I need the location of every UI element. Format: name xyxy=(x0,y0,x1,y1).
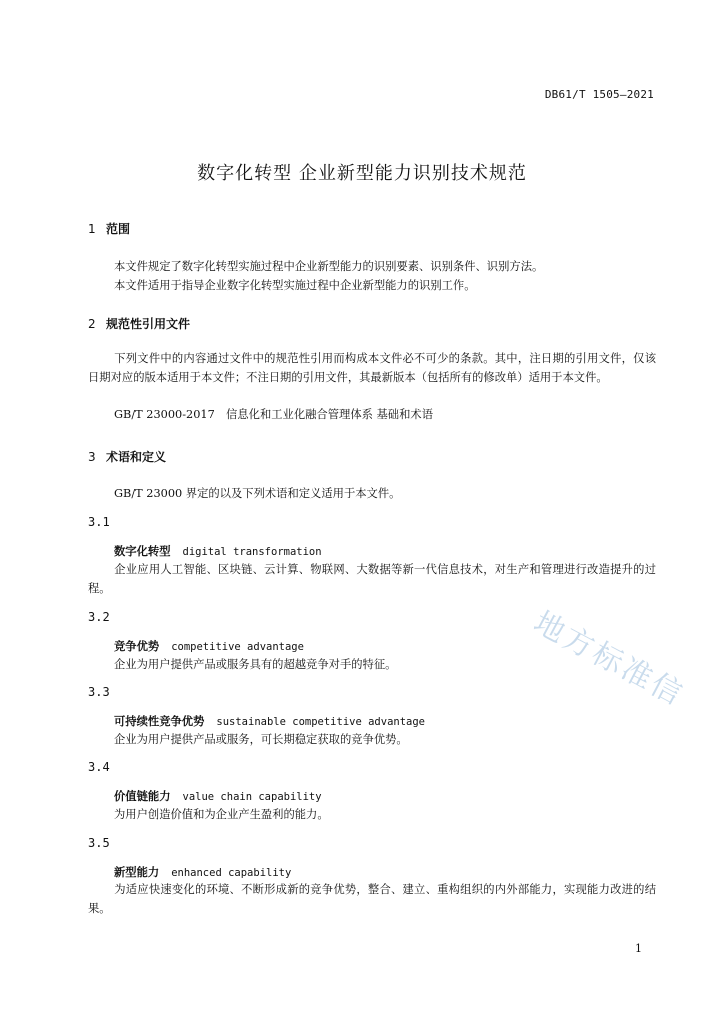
watermark: 地方标准信 xyxy=(527,605,690,714)
term-number: 3.2 xyxy=(88,610,110,624)
definition-text: 企业应用人工智能、区块链、云计算、物联网、大数据等新一代信息技术，对生产和管理进行改造提升的过程。 xyxy=(88,563,656,595)
term-zh: 价值链能力 xyxy=(114,789,171,803)
term-heading xyxy=(114,713,425,729)
section-title: 术语和定义 xyxy=(106,450,167,464)
term-definition xyxy=(88,560,656,598)
term-number: 3.1 xyxy=(88,515,110,529)
term-en: value chain capability xyxy=(182,791,322,803)
reference-entry: GB/T 23000-2017 信息化和工业化融合管理体系 基础和术语 xyxy=(114,408,433,421)
section-2-heading xyxy=(88,315,190,332)
term-heading xyxy=(114,788,322,804)
definition-text: 为适应快速变化的环境、不断形成新的竞争优势，整合、建立、重构组织的内外部能力，实现能力改进的结果。 xyxy=(88,883,656,915)
term-zh: 可持续性竞争优势 xyxy=(114,714,205,728)
term-zh: 竞争优势 xyxy=(114,639,160,653)
section-title: 规范性引用文件 xyxy=(106,317,191,331)
term-zh: 数字化转型 xyxy=(114,544,171,558)
section-number: 2 xyxy=(88,317,96,331)
term-en: competitive advantage xyxy=(171,641,304,653)
term-en: enhanced capability xyxy=(171,867,292,879)
term-number: 3.4 xyxy=(88,760,110,774)
term-zh: 新型能力 xyxy=(114,865,160,879)
scope-line-2: 本文件适用于指导企业数字化转型实施过程中企业新型能力的识别工作。 xyxy=(114,279,476,292)
term-en: sustainable competitive advantage xyxy=(216,716,426,728)
normative-references-paragraph xyxy=(88,349,656,387)
section-3-heading xyxy=(88,448,166,465)
term-number: 3.3 xyxy=(88,685,110,699)
term-definition xyxy=(88,880,656,918)
term-number: 3.5 xyxy=(88,836,110,850)
term-heading xyxy=(114,864,291,880)
term-en: digital transformation xyxy=(182,546,322,558)
section-number: 1 xyxy=(88,222,96,236)
scope-line-1: 本文件规定了数字化转型实施过程中企业新型能力的识别要素、识别条件、识别方法。 xyxy=(114,260,544,273)
page-number: 1 xyxy=(635,942,642,955)
section-1-heading xyxy=(88,220,130,237)
term-definition: 为用户创造价值和为企业产生盈利的能力。 xyxy=(114,808,329,821)
document-title: 数字化转型 企业新型能力识别技术规范 xyxy=(197,163,527,184)
term-definition: 企业为用户提供产品或服务，可长期稳定获取的竞争优势。 xyxy=(114,733,408,746)
term-heading xyxy=(114,638,304,654)
term-definition: 企业为用户提供产品或服务具有的超越竞争对手的特征。 xyxy=(114,658,397,671)
document-code: DB61/T 1505—2021 xyxy=(544,88,654,101)
term-heading xyxy=(114,543,322,559)
section-title: 范围 xyxy=(106,222,131,236)
terms-intro: GB/T 23000 界定的以及下列术语和定义适用于本文件。 xyxy=(114,487,401,500)
paragraph-text: 下列文件中的内容通过文件中的规范性引用而构成本文件必不可少的条款。其中，注日期的引用文件，仅该日期对应的版本适用于本文件；不注日期的引用文件，其最新版本（包括所有的修改单）适用于本文件。 xyxy=(88,352,656,384)
section-number: 3 xyxy=(88,450,96,464)
